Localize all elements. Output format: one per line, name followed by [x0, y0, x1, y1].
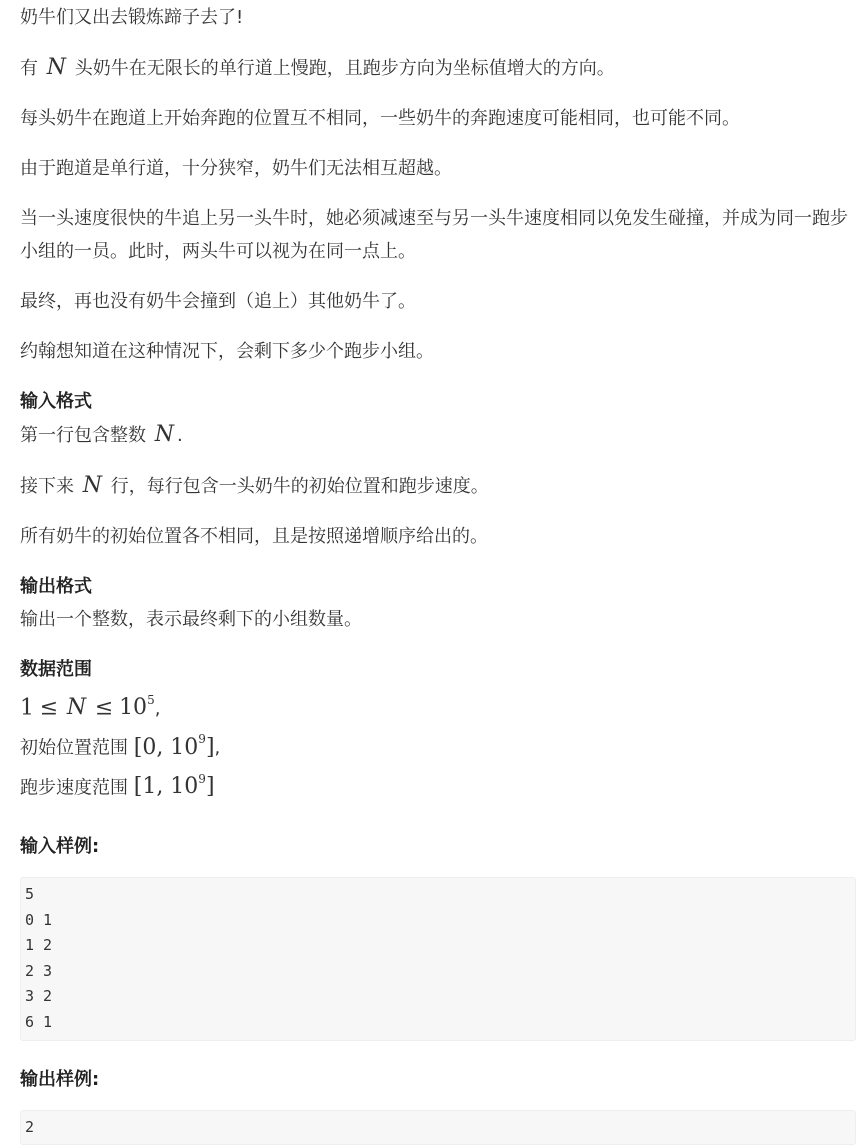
- output-format-heading: 输出格式: [20, 576, 92, 597]
- code-line: 3 2: [25, 987, 53, 1006]
- data-range-heading: 数据范围: [20, 659, 92, 680]
- sample-input-heading: 输入样例:: [20, 835, 100, 857]
- variable-n: N: [66, 695, 87, 721]
- range-position: 初始位置范围 [0, $10^9$],: [20, 732, 221, 760]
- input-format-heading: 输入格式: [20, 391, 92, 412]
- sample-output-code[interactable]: [20, 1110, 856, 1145]
- code-line: 6 1: [25, 1012, 53, 1031]
- variable-n: N: [82, 473, 102, 498]
- code-line: 2: [25, 1117, 35, 1136]
- description-paragraph-2: 每头奶牛在跑道上开始奔跑的位置互不相同，一些奶牛的奔跑速度可能相同，也可能不同。: [20, 108, 740, 129]
- input-format-line-3: 所有奶牛的初始位置各不相同，且是按照递增顺序给出的。: [20, 526, 488, 547]
- description-paragraph-3: 由于跑道是单行道，十分狭窄，奶牛们无法相互超越。: [20, 158, 452, 179]
- variable-n: N: [46, 55, 66, 80]
- description-paragraph-6: 约翰想知道在这种情况下，会剩下多少个跑步小组。: [20, 341, 434, 362]
- code-line: 1 2: [25, 936, 53, 955]
- range-speed: 跑步速度范围 [1, $10^9$]: [20, 771, 215, 799]
- input-format-line-2: 接下来 N 行，每行包含一头奶牛的初始位置和跑步速度。: [20, 473, 489, 498]
- range-n: $1 \le N \le 10^5$,: [20, 693, 161, 721]
- problem-statement: [20, 0, 856, 1145]
- code-line: 5: [25, 884, 35, 903]
- input-format-line-1: 第一行包含整数 N .: [20, 422, 183, 447]
- intro-text: 奶牛们又出去锻炼蹄子去了!: [20, 7, 244, 28]
- code-line: 2 3: [25, 961, 53, 980]
- description-paragraph-4: 当一头速度很快的牛追上另一头牛时，她必须减速至与另一头牛速度相同以免发生碰撞，并成为同一跑步小组的一员。此时，两头牛可以视为在同一点上。: [20, 208, 848, 262]
- description-paragraph-5: 最终，再也没有奶牛会撞到（追上）其他奶牛了。: [20, 291, 416, 312]
- sample-input-code[interactable]: [20, 877, 856, 1041]
- output-format-line-1: 输出一个整数，表示最终剩下的小组数量。: [20, 609, 362, 630]
- description-paragraph-1: 有 N 头奶牛在无限长的单行道上慢跑，且跑步方向为坐标值增大的方向。: [20, 55, 615, 80]
- data-range-block: [20, 686, 856, 804]
- variable-n: N: [154, 422, 174, 447]
- code-line: 0 1: [25, 910, 53, 929]
- sample-output-heading: 输出样例:: [20, 1068, 100, 1090]
